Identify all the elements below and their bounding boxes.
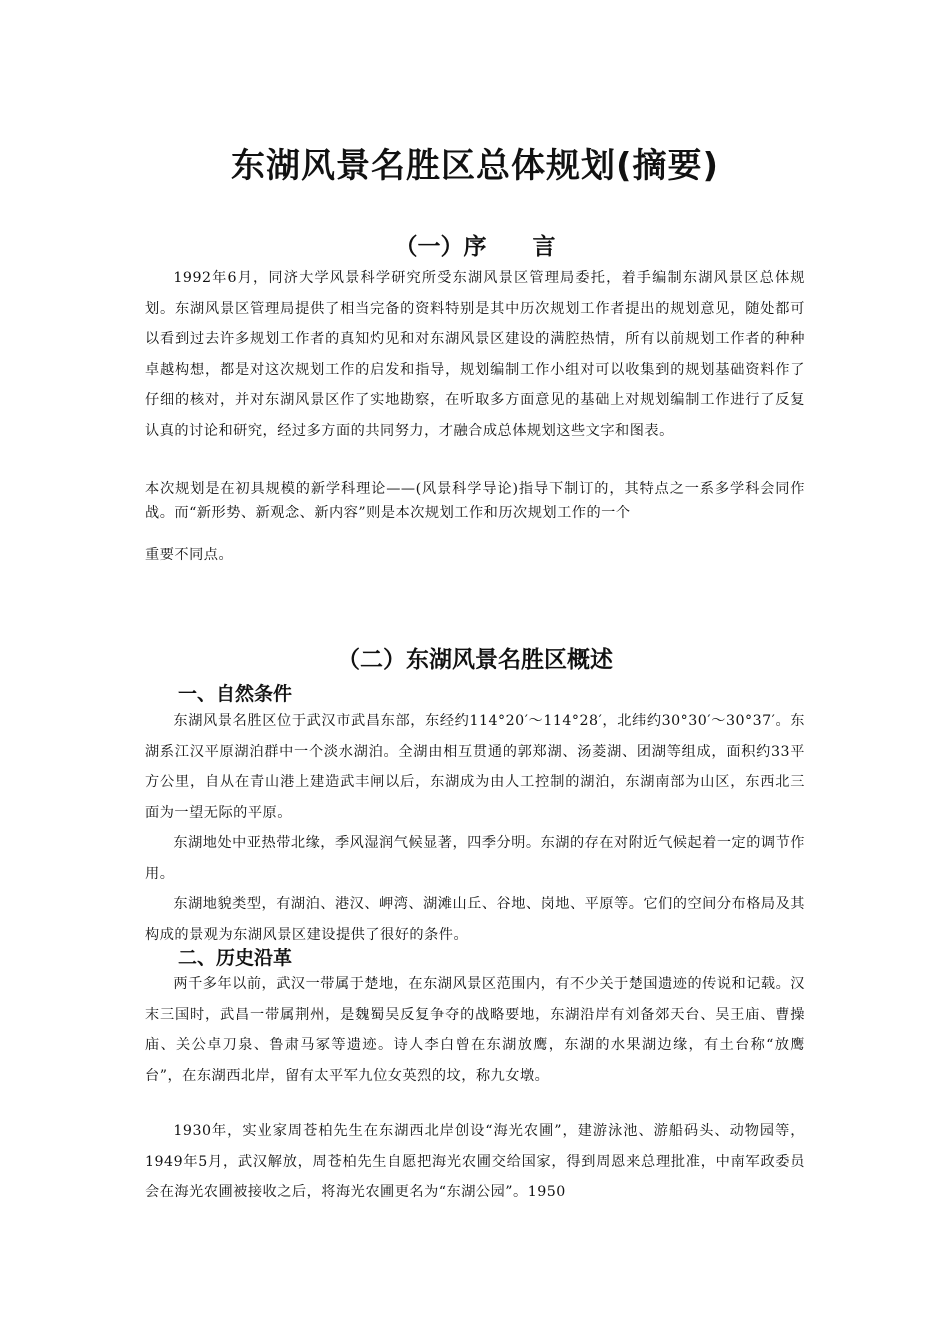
section-heading-overview: （二）东湖风景名胜区概述 bbox=[337, 647, 613, 673]
section-heading-preface: （一）序 言 bbox=[394, 234, 556, 260]
subsection-heading-history: 二、历史沿革 bbox=[178, 947, 293, 969]
natural-conditions-paragraph-3: 东湖地貌类型，有湖泊、港汉、岬湾、湖滩山丘、谷地、岗地、平原等。它们的空间分布格局及其构成的景观为东湖风景区建设提供了很好的条件。 bbox=[145, 896, 805, 943]
natural-conditions-paragraph-2: 东湖地处中亚热带北缘，季风湿润气候显著，四季分明。东湖的存在对附近气候起着一定的调节作用。 bbox=[145, 835, 805, 882]
preface-paragraph-1: 1992年6月，同济大学风景科学研究所受东湖风景区管理局委托，着手编制东湖风景区总体规划。东湖风景区管理局提供了相当完备的资料特别是其中历次规划工作者提出的规划意见，随处都可以看到过去许多规划工作者的真知灼见和对东湖风景区建设的满腔热情，所有以前规划工作者的种种卓越构想，都是对这次规划工作的启发和指导，规划编制工作小组对可以收集到的规划基础资料作了仔细的核对，并对东湖风景区作了实地勘察，在听取多方面意见的基础上对规划编制工作进行了反复认真的讨论和研究，经过多方面的共同努力，才融合成总体规划这些文字和图表。 bbox=[145, 270, 805, 439]
history-paragraph-2: 1930年，实业家周苍柏先生在东湖西北岸创设“海光农圃”，建游泳池、游船码头、动物园等，1949年5月，武汉解放，周苍柏先生自愿把海光农圃交给国家，得到周恩来总理批准，中南军政委员会在海光农圃被接收之后，将海光农圃更名为“东湖公园”。1950 bbox=[145, 1123, 805, 1200]
subsection-heading-natural-conditions: 一、自然条件 bbox=[178, 683, 293, 705]
history-paragraph-1: 两千多年以前，武汉一带属于楚地，在东湖风景区范围内，有不少关于楚国遗迹的传说和记载。汉末三国时，武昌一带属荆州，是魏蜀吴反复争夺的战略要地，东湖沿岸有刘备郊天台、吴王庙、曹操庙、关公卓刀泉、鲁肃马冢等遗迹。诗人李白曾在东湖放鹰，东湖的水果湖边缘，有土台称“放鹰台”，在东湖西北岸，留有太平军九位女英烈的坟，称九女墩。 bbox=[145, 976, 805, 1084]
natural-conditions-paragraph-1: 东湖风景名胜区位于武汉市武昌东部，东经约114°20′～114°28′，北纬约30°30′～30°37′。东湖系江汉平原湖泊群中一个淡水湖泊。全湖由相互贯通的郭郑湖、汤菱湖、团湖等组成，面积约33平方公里，自从在青山港上建造武丰闸以后，东湖成为由人工控制的湖泊，东湖南部为山区，东西北三面为一望无际的平原。 bbox=[145, 713, 805, 821]
document-title: 东湖风景名胜区总体规划(摘要) bbox=[230, 146, 720, 186]
preface-paragraph-3: 重要不同点。 bbox=[145, 547, 234, 563]
preface-paragraph-2: 本次规划是在初具规模的新学科理论——(风景科学导论)指导下制订的，其特点之一系多学科会同作战。而“新形势、新观念、新内容”则是本次规划工作和历次规划工作的一个 bbox=[145, 481, 805, 521]
